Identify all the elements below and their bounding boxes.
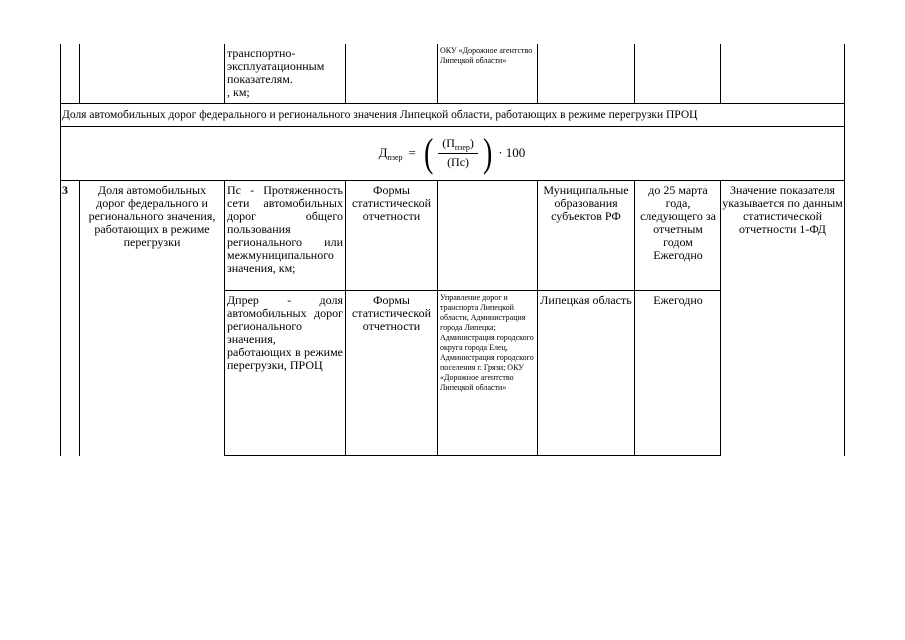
row-number: 3 <box>62 184 68 197</box>
col-divider <box>79 44 80 103</box>
formula-paren-right: ) <box>482 130 493 175</box>
formula-numerator: $(П_{пзер})$ <box>438 136 478 154</box>
row-divider <box>224 455 721 456</box>
col-divider <box>720 44 721 103</box>
data-source-continued: ОКУ «Дорожное агентство Липецкой области» <box>440 46 533 65</box>
reporting-period: до 25 марта года, следующего за отчетным годом Ежегодно <box>640 184 716 262</box>
col-divider <box>720 180 721 456</box>
col-divider <box>437 180 438 456</box>
note: Значение показателя указывается по данным статистической отчетности 1-ФД <box>722 184 843 236</box>
row-divider <box>60 180 845 181</box>
table-border-left <box>60 44 61 456</box>
row-divider <box>60 103 845 104</box>
responsibility-level: Липецкая область <box>540 294 632 307</box>
variable-description: Пс - Протяженность сети автомобильных дорог общего пользования регионального или межмуниципального значения, км; <box>227 184 343 275</box>
col-divider <box>437 44 438 103</box>
formula <box>60 126 844 180</box>
col-divider <box>79 180 80 456</box>
data-source: Управление дорог и транспорта Липецкой области, Администрация города Липецка; Администрация городского округа города Елец, Администрация городского поселения г. Грязи; ОКУ «Дорожное агентство Липецкой области» <box>440 293 534 392</box>
responsibility-level: Муниципальные образования субъектов РФ <box>543 184 629 223</box>
calculation-method: Формы статистической отчетности <box>351 294 432 333</box>
formula-lhs: $Д_{пзер}$ <box>378 144 403 162</box>
indicator-description-continued: транспортно-эксплуатационным показателям. , км; <box>227 47 325 99</box>
table-border-right <box>844 44 845 456</box>
formula-multiplier: · 100 <box>498 145 526 160</box>
section-title: Доля автомобильных дорог федерального и регионального значения Липецкой области, работающих в режиме перегрузки ПРОЦ <box>62 109 698 121</box>
col-divider <box>634 44 635 103</box>
row-divider <box>224 290 721 291</box>
reporting-period: Ежегодно <box>653 294 703 307</box>
col-divider <box>634 180 635 456</box>
formula-paren-left: ( <box>423 130 434 175</box>
col-divider <box>345 44 346 103</box>
formula-denominator: (Пс) <box>447 155 470 169</box>
col-divider <box>224 180 225 456</box>
variable-description: Дпрер - доля автомобильных дорог регионального значения, работающих в режиме перегрузки, ПРОЦ <box>227 294 343 372</box>
col-divider <box>537 44 538 103</box>
formula-fraction <box>438 136 478 170</box>
indicator-name: Доля автомобильных дорог федерального и регионального значения, работающих в режиме перегрузки <box>88 184 216 249</box>
col-divider <box>224 44 225 103</box>
calculation-method: Формы статистической отчетности <box>351 184 432 223</box>
formula-equals: = <box>408 145 416 160</box>
